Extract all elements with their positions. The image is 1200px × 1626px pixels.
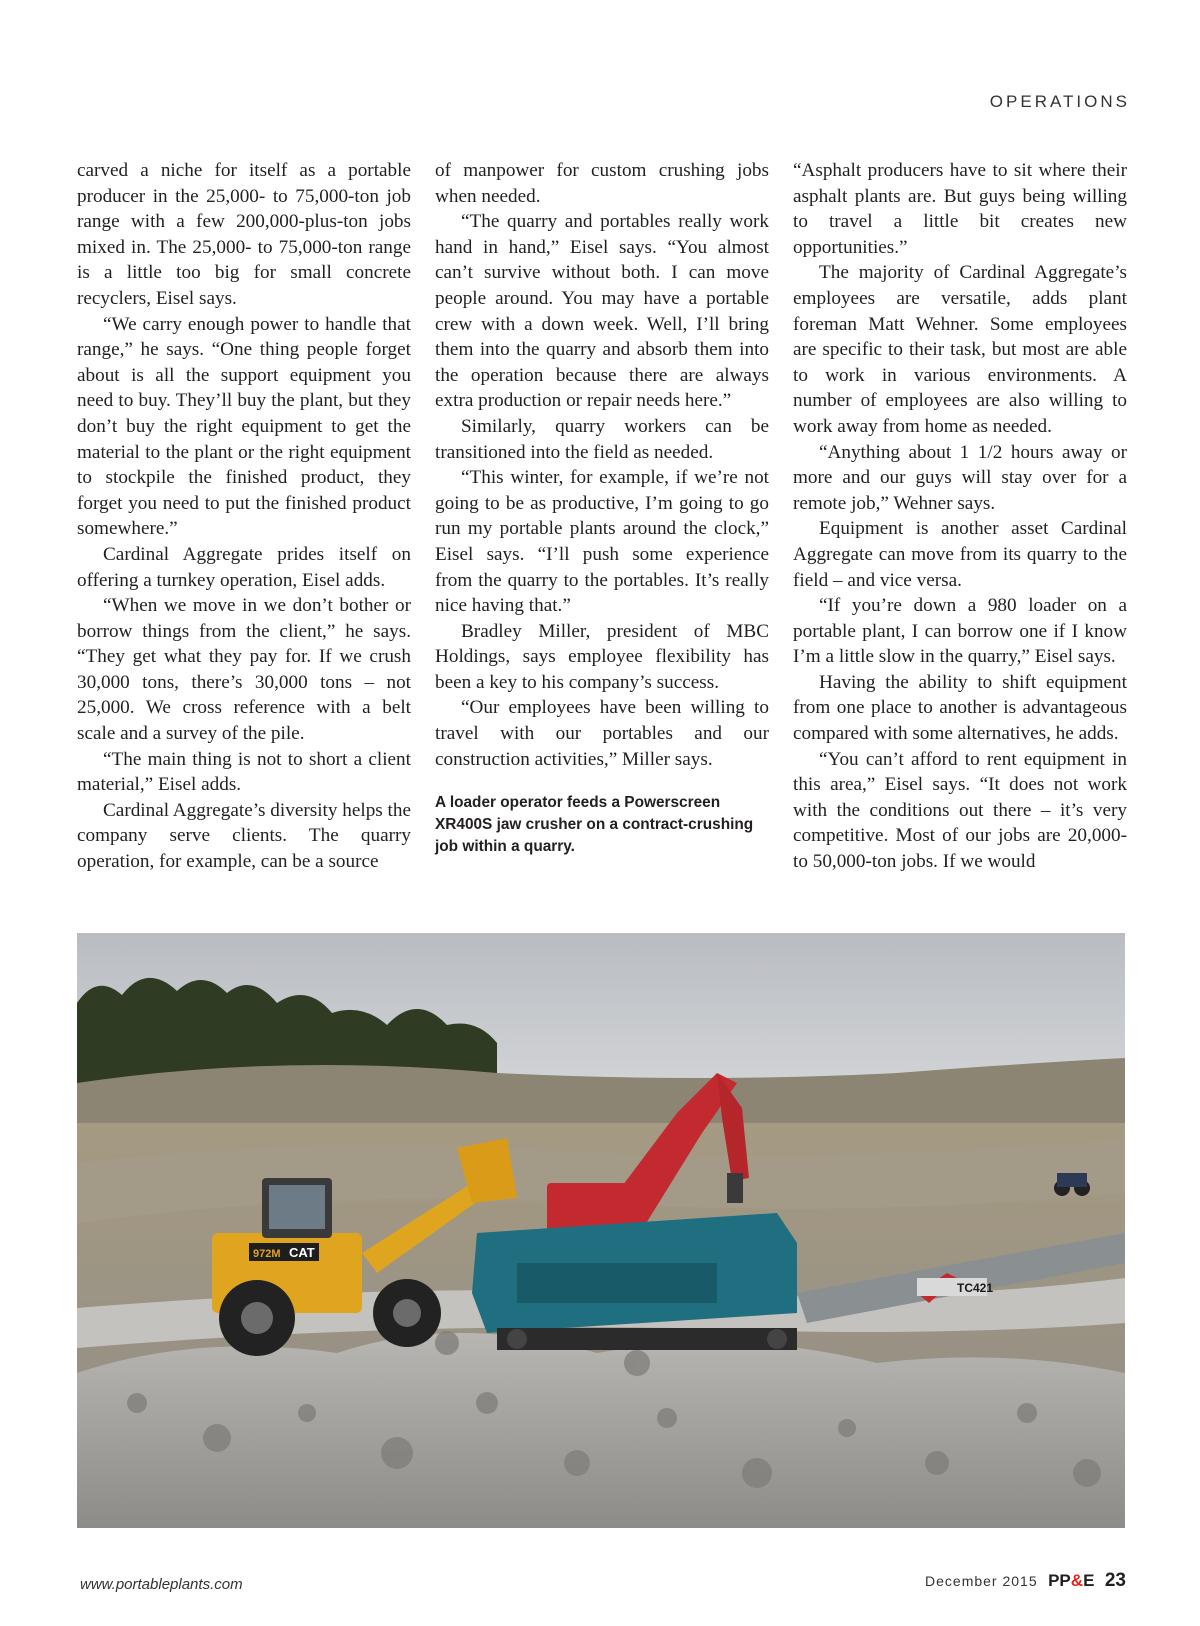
article-column-3 xyxy=(793,158,1127,875)
paragraph: Cardinal Aggregate’s diversity helps the company serve clients. The quarry operation, for example, can be a source xyxy=(77,799,411,873)
paragraph: The majority of Cardinal Aggregate’s employees are versatile, adds plant foreman Matt Wehner. Some employees are specific to their task, but most are able to work in various environments. A number of employees are also willing to work away from home as needed. xyxy=(793,262,1127,437)
paragraph: “When we move in we don’t bother or borrow things from the client,” he says. “They get what they pay for. If we crush 30,000 tons, there’s 30,000 tons – not 25,000. We cross reference with a belt scale and a survey of the pile. xyxy=(77,595,411,745)
paragraph: “The main thing is not to short a client material,” Eisel adds. xyxy=(77,748,411,796)
photo-caption: A loader operator feeds a Powerscreen XR400S jaw crusher on a contract-crushing job within a quarry. xyxy=(435,794,754,856)
conveyor-label: TC421 xyxy=(957,1281,994,1295)
paragraph: “If you’re down a 980 loader on a portable plant, I can borrow one if I know I’m a little slow in the quarry,” Eisel says. xyxy=(793,595,1127,668)
publication-ampersand: & xyxy=(1070,1571,1084,1590)
jaw-crusher xyxy=(472,1213,797,1350)
footer-folio xyxy=(925,1570,1126,1592)
paragraph: “Asphalt producers have to sit where their asphalt plants are. But guys being willing to travel a little bit creates new opportunities.” xyxy=(793,160,1127,258)
quarry-photo xyxy=(77,933,1125,1528)
paragraph: “This winter, for example, if we’re not going to be as productive, I’m going to go run my portable plants around the clock,” Eisel says. “I’ll push some experience from the quarry to the portables. It’s really nice having that.” xyxy=(435,467,769,617)
paragraph: carved a niche for itself as a portable producer in the 25,000- to 75,000-ton job range with a few 200,000-plus-ton jobs mixed in. The 25,000- to 75,000-ton range is a little too big for small concrete recyclers, Eisel says. xyxy=(77,160,411,309)
paragraph: Similarly, quarry workers can be transitioned into the field as needed. xyxy=(435,415,769,463)
paragraph: “Anything about 1 1/2 hours away or more and our guys will stay over for a remote job,” Wehner says. xyxy=(793,441,1127,514)
paragraph: Bradley Miller, president of MBC Holdings, says employee flexibility has been a key to his company’s success. xyxy=(435,620,769,693)
rubble-foreground xyxy=(77,1333,1125,1528)
paragraph: Equipment is another asset Cardinal Aggregate can move from its quarry to the field – and vice versa. xyxy=(793,518,1127,591)
paragraph: “We carry enough power to handle that range,” he says. “One thing people forget about is all the support equipment you need to buy. They’ll buy the plant, but they don’t buy the right equipment to get the material to the plant or the right equipment to stockpile the finished product, they forget you need to put the finished product somewhere.” xyxy=(77,313,411,540)
article-column-1 xyxy=(77,158,411,875)
paragraph: Cardinal Aggregate prides itself on offering a turnkey operation, Eisel adds. xyxy=(77,543,411,591)
footer-date: December 2015 xyxy=(925,1573,1038,1589)
article-column-2 xyxy=(435,158,769,858)
loader-model-label: 972M xyxy=(253,1248,281,1260)
loader-brand-label: CAT xyxy=(289,1245,315,1260)
publication-name xyxy=(1048,1571,1094,1590)
publication-name-left: PP xyxy=(1048,1571,1071,1590)
section-label: OPERATIONS xyxy=(989,92,1130,111)
publication-name-right: E xyxy=(1083,1571,1095,1590)
page-number: 23 xyxy=(1104,1570,1126,1591)
paragraph: “The quarry and portables really work hand in hand,” Eisel says. “You almost can’t survive without both. I can move people around. You may have a portable crew with a down week. Well, I’ll bring them into the quarry and absorb them into the operation because there are always extra production or repair needs here.” xyxy=(435,211,769,412)
paragraph: of manpower for custom crushing jobs when needed. xyxy=(435,160,769,207)
paragraph: “Our employees have been willing to travel with our portables and our construction activities,” Miller says. xyxy=(435,697,769,770)
paragraph: Having the ability to shift equipment from one place to another is advantageous compared with some alternatives, he adds. xyxy=(793,671,1127,745)
footer-website: www.portableplants.com xyxy=(80,1576,243,1593)
paragraph: “You can’t afford to rent equipment in this area,” Eisel says. “It does not work with the conditions out there – it’s very competitive. Most of our jobs are 20,000- to 50,000-ton jobs. If we would xyxy=(793,748,1127,873)
